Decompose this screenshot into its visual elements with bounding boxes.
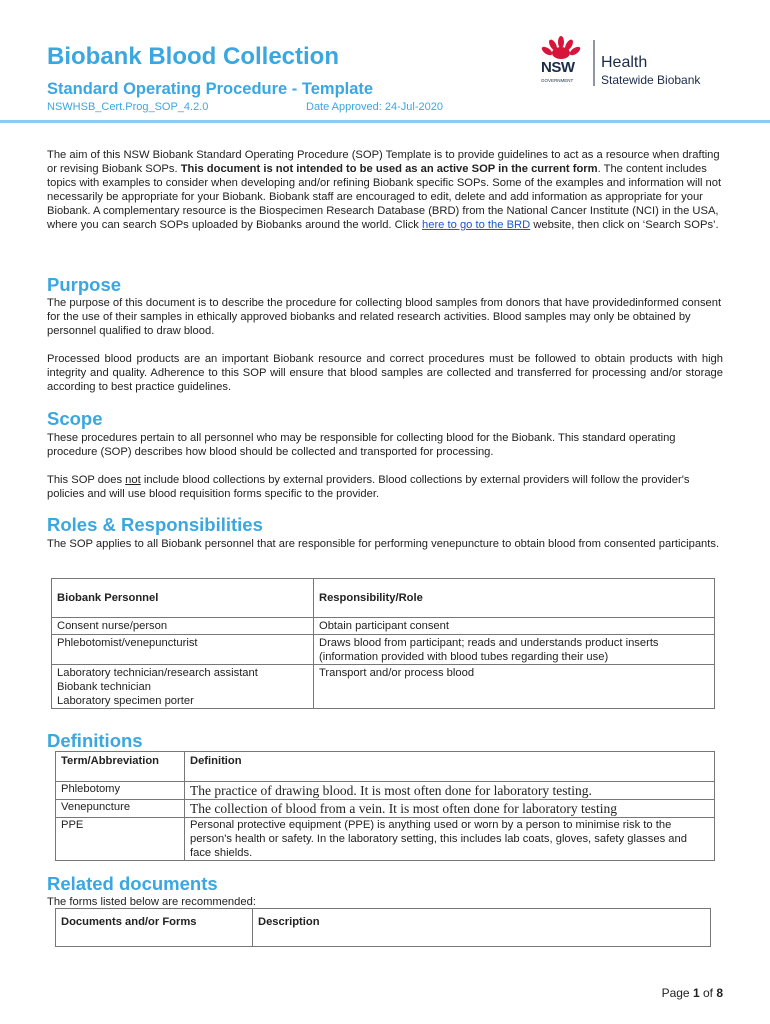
- table-row: [52, 665, 715, 709]
- roles-person-cell: Laboratory technician/research assistant Biobank technician Laboratory specimen porter: [52, 665, 314, 709]
- scope-paragraph-2: [47, 473, 723, 501]
- intro-text-1: The aim of this NSW Biobank Standard Operating Procedure (SOP) Template is to provide guidelines to act as a resource when drafting or revising Biobank SOPs.: [47, 149, 720, 175]
- scope-heading: Scope: [47, 408, 103, 429]
- purpose-paragraph-2: Processed blood products are an important Biobank resource and correct procedures must be followed to obtain products with high integrity and quality. Adherence to this SOP will ensure that blood samples are collected and transferred for processing and/or storage according to best practice guidelines.: [47, 353, 723, 393]
- definition-text-cell: The practice of drawing blood. It is most often done for laboratory testing.: [185, 782, 715, 800]
- roles-col-personnel: Biobank Personnel: [52, 579, 314, 618]
- scope-underlined-not: not: [125, 474, 141, 486]
- page-current: 1: [692, 986, 700, 1000]
- page-subtitle: Standard Operating Procedure - Template: [47, 80, 374, 98]
- intro-bold-text: This document is not intended to be used as an active SOP in the current form: [180, 163, 598, 175]
- scope-paragraph-1: These procedures pertain to all personnel who may be responsible for collecting blood for the Biobank. This standard operating procedure (SOP) describes how blood should be collected and transported for processing.: [47, 432, 676, 458]
- roles-role-cell: Obtain participant consent: [314, 618, 715, 635]
- related-table-header: [56, 909, 711, 947]
- definition-text-cell: The collection of blood from a vein. It is most often done for laboratory testing: [185, 800, 715, 818]
- intro-text-2: . The content includes topics with examples to consider when developing and/or refining Biobank specific SOPs. Some of the examples and information will not necessarily be appropriate for your Biobank. Biobank staff are encouraged to edit, delete and add information as appropriate for your Biobank. A complementary resource is the Biospecimen Research Database (BRD) from the National Cancer Institute (NCI) in the USA, where you can search SOPs uploaded by Biobanks around the world. Click: [47, 163, 722, 231]
- page-total: 8: [716, 986, 723, 1000]
- related-heading: Related documents: [47, 873, 218, 894]
- nsw-health-logo: [537, 36, 727, 92]
- definitions-col-term: Term/Abbreviation: [56, 752, 185, 782]
- roles-person-cell: Consent nurse/person: [52, 618, 314, 635]
- definitions-col-definition: Definition: [185, 752, 715, 782]
- related-col-documents: Documents and/or Forms: [56, 909, 253, 947]
- table-row: [56, 800, 715, 818]
- definitions-table: [55, 751, 715, 861]
- page-number: [662, 986, 723, 1000]
- logo-statewide-text: Statewide Biobank: [601, 73, 701, 87]
- roles-role-cell: Transport and/or process blood: [314, 665, 715, 709]
- related-table: [55, 908, 711, 947]
- definition-term-cell: PPE: [56, 818, 185, 861]
- table-row: [56, 818, 715, 861]
- scope-text-b: include blood collections by external providers. Blood collections by external providers will follow the provider's policies and will use blood requisition forms specific to the provider.: [47, 474, 690, 500]
- logo-government-text: GOVERNMENT: [541, 78, 574, 83]
- definitions-heading: Definitions: [47, 730, 143, 751]
- logo-nsw-text: NSW: [541, 59, 575, 76]
- intro-text-3: website, then click on ‘Search SOPs’.: [530, 219, 719, 231]
- definition-term-cell: Phlebotomy: [56, 782, 185, 800]
- related-paragraph: The forms listed below are recommended:: [47, 896, 256, 908]
- roles-col-responsibility: Responsibility/Role: [314, 579, 715, 618]
- roles-table-header: [52, 579, 715, 618]
- roles-paragraph: The SOP applies to all Biobank personnel that are responsible for performing venepuncture to obtain blood from consented participants.: [47, 538, 720, 550]
- document-id: NSWHSB_Cert.Prog_SOP_4.2.0: [47, 101, 209, 113]
- definition-text-cell: Personal protective equipment (PPE) is anything used or worn by a person to minimise risk to the person's health or safety. In the laboratory setting, this includes lab coats, gloves, safety glasses and face shields.: [185, 818, 715, 861]
- page-of: of: [699, 986, 717, 1000]
- related-col-description: Description: [253, 909, 711, 947]
- purpose-heading: Purpose: [47, 274, 122, 295]
- roles-table: [51, 578, 715, 709]
- page-title: Biobank Blood Collection: [47, 43, 339, 70]
- roles-role-cell: Draws blood from participant; reads and understands product inserts (information provided with blood tubes regarding their use): [314, 635, 715, 665]
- scope-text-a: This SOP does: [47, 474, 126, 486]
- brd-link[interactable]: here to go to the BRD: [422, 219, 531, 231]
- roles-person-cell: Phlebotomist/venepuncturist: [52, 635, 314, 665]
- table-row: [56, 782, 715, 800]
- purpose-paragraph-1: The purpose of this document is to describe the procedure for collecting blood samples from donors that have providedinformed consent for the use of their samples in ethically approved biobanks and related research activities. Blood samples may only be obtained by personnel qualified to draw blood.: [47, 297, 722, 337]
- table-row: [52, 635, 715, 665]
- definitions-table-header: [56, 752, 715, 782]
- definition-term-cell: Venepuncture: [56, 800, 185, 818]
- table-row: [52, 618, 715, 635]
- roles-heading: Roles & Responsibilities: [47, 514, 263, 535]
- logo-health-text: Health: [601, 54, 648, 71]
- date-approved: Date Approved: 24-Jul-2020: [306, 101, 443, 113]
- intro-paragraph: [47, 148, 723, 232]
- header-divider: [0, 120, 770, 123]
- page-prefix: Page: [661, 986, 693, 1000]
